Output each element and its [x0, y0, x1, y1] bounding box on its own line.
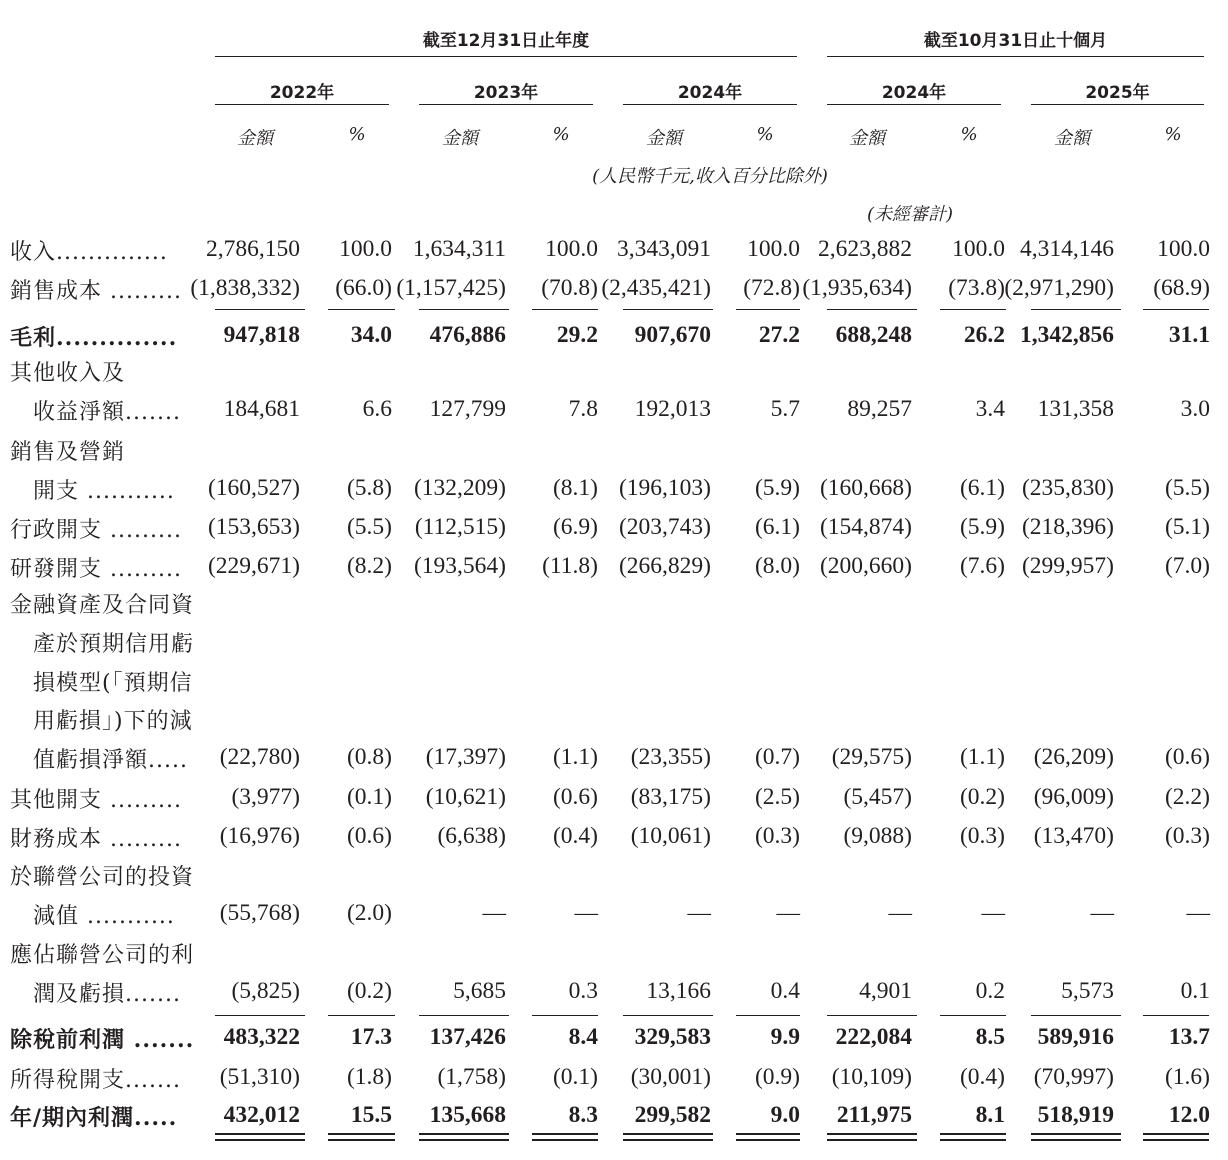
percent-cell: (5.5) — [1164, 474, 1210, 501]
total-double-rule — [940, 1133, 1006, 1135]
amount-col-label: 金額 — [442, 128, 478, 149]
amount-cell: (30,001) — [630, 1064, 711, 1090]
percent-cell: 8.1 — [975, 1102, 1005, 1128]
row-label: 所得稅開支....... — [10, 1068, 181, 1093]
year-header-2024-ten-months: 2024年 — [881, 83, 947, 103]
subtotal-rule — [827, 1015, 917, 1016]
total-double-rule — [419, 1139, 509, 1141]
subtotal-rule — [1143, 309, 1209, 310]
amount-cell: 131,358 — [1037, 395, 1114, 422]
percent-cell: (0.3) — [754, 823, 800, 849]
percent-cell: 100.0 — [339, 236, 392, 262]
row-label: 於聯營公司的投資 — [10, 865, 195, 890]
amount-cell: (1,838,332) — [190, 275, 300, 301]
percent-cell: 15.5 — [350, 1102, 392, 1128]
amount-col-label: 金額 — [849, 128, 885, 149]
percent-cell: 27.2 — [758, 322, 800, 348]
total-double-rule — [419, 1133, 509, 1135]
percent-cell: 6.6 — [362, 395, 392, 422]
amount-cell: 3,343,091 — [617, 236, 711, 262]
percent-cell: 17.3 — [350, 1024, 392, 1050]
percent-cell: (0.6) — [552, 784, 598, 810]
total-double-rule — [328, 1133, 395, 1135]
percent-cell: (1.1) — [959, 744, 1005, 771]
percent-cell: (73.8) — [948, 275, 1005, 301]
amount-cell: (96,009) — [1033, 784, 1114, 810]
row-label: 銷售成本 ......... — [10, 279, 182, 304]
amount-cell: (2,435,421) — [601, 275, 711, 301]
amount-cell: (10,621) — [425, 784, 506, 810]
percent-cell: 100.0 — [952, 236, 1005, 262]
percent-cell: (2.5) — [754, 784, 800, 810]
amount-cell: (16,976) — [219, 823, 300, 849]
amount-cell: (3,977) — [231, 784, 300, 810]
percent-cell: 0.3 — [568, 977, 598, 1004]
percent-cell: 8.5 — [975, 1024, 1005, 1050]
row-label: 毛利.............. — [10, 325, 178, 351]
amount-cell: 518,919 — [1037, 1102, 1114, 1128]
percent-cell: (0.1) — [552, 1064, 598, 1090]
amount-cell: (266,829) — [618, 553, 711, 579]
row-label: 除稅前利潤 ....... — [10, 1027, 195, 1053]
percent-cell: (0.6) — [346, 823, 392, 849]
percent-cell: (6.9) — [552, 514, 598, 540]
pct-col-label: % — [960, 124, 978, 145]
amount-cell: (55,768) — [219, 899, 300, 926]
percent-cell: 0.1 — [1180, 977, 1210, 1004]
amount-cell: 5,573 — [1061, 977, 1114, 1004]
amount-cell: 907,670 — [634, 322, 711, 348]
pct-col-label: % — [552, 124, 570, 145]
subtotal-rule — [328, 309, 395, 310]
year-header-rule — [215, 104, 389, 105]
percent-cell: (0.2) — [346, 977, 392, 1004]
total-double-rule — [1031, 1139, 1121, 1141]
percent-cell: (66.0) — [335, 275, 392, 301]
subtotal-rule — [419, 1015, 509, 1016]
percent-cell: 9.0 — [770, 1102, 800, 1128]
amount-cell: (112,515) — [414, 514, 506, 540]
amount-cell: 2,786,150 — [206, 236, 300, 262]
subtotal-rule — [623, 309, 713, 310]
percent-cell: (5.8) — [346, 474, 392, 501]
percent-cell: 29.2 — [556, 322, 598, 348]
percent-cell: — — [574, 899, 598, 926]
row-label: 應佔聯營公司的利 — [10, 943, 195, 968]
amount-cell: (5,457) — [843, 784, 912, 810]
total-double-rule — [940, 1139, 1006, 1141]
row-label: 行政開支 ......... — [10, 518, 182, 543]
subtotal-rule — [940, 1015, 1006, 1016]
percent-cell: 0.2 — [975, 977, 1005, 1004]
amount-cell: 432,012 — [223, 1102, 300, 1128]
amount-cell: 1,342,856 — [1020, 322, 1114, 348]
amount-cell: (83,175) — [630, 784, 711, 810]
amount-cell: 184,681 — [223, 395, 300, 422]
subtotal-rule — [532, 1015, 598, 1016]
percent-cell: (68.9) — [1153, 275, 1210, 301]
amount-cell: (203,743) — [618, 514, 711, 540]
amount-cell: (13,470) — [1033, 823, 1114, 849]
group-header-rule — [827, 56, 1204, 57]
amount-cell: (196,103) — [618, 474, 711, 501]
amount-cell: 211,975 — [836, 1102, 912, 1128]
row-label: 收益淨額....... — [10, 399, 181, 425]
row-label: 金融資產及合同資 — [10, 593, 195, 618]
amount-cell: 4,901 — [859, 977, 912, 1004]
total-double-rule — [328, 1139, 395, 1141]
percent-cell: 13.7 — [1168, 1024, 1210, 1050]
group-header-year-ended: 截至12月31日止年度 — [422, 31, 590, 51]
percent-cell: (8.1) — [552, 474, 598, 501]
percent-cell: (7.0) — [1164, 553, 1210, 579]
total-double-rule — [736, 1133, 800, 1135]
year-header-rule — [1031, 104, 1204, 105]
amount-cell: 589,916 — [1037, 1024, 1114, 1050]
amount-cell: 127,799 — [429, 395, 506, 422]
amount-cell: (5,825) — [231, 977, 300, 1004]
amount-cell: 89,257 — [847, 395, 912, 422]
percent-cell: — — [776, 899, 800, 926]
year-header-2023: 2023年 — [473, 83, 539, 103]
amount-cell: 5,685 — [453, 977, 506, 1004]
percent-cell: — — [981, 899, 1005, 926]
percent-cell: 100.0 — [545, 236, 598, 262]
subtotal-rule — [215, 1015, 305, 1016]
amount-cell: 1,634,311 — [412, 236, 506, 262]
percent-cell: 12.0 — [1168, 1102, 1210, 1128]
amount-cell: (26,209) — [1033, 744, 1114, 771]
percent-cell: 3.0 — [1180, 395, 1210, 422]
subtotal-rule — [1031, 1015, 1121, 1016]
amount-cell: (1,157,425) — [396, 275, 506, 301]
total-double-rule — [1031, 1133, 1121, 1135]
percent-cell: 0.4 — [770, 977, 800, 1004]
amount-cell: (10,061) — [630, 823, 711, 849]
subtotal-rule — [532, 309, 598, 310]
year-header-2024: 2024年 — [677, 83, 743, 103]
percent-cell: (2.0) — [346, 899, 392, 926]
total-double-rule — [1143, 1139, 1209, 1141]
subtotal-rule — [940, 309, 1006, 310]
amount-cell: 135,668 — [429, 1102, 506, 1128]
total-double-rule — [623, 1133, 713, 1135]
percent-cell: (0.4) — [959, 1064, 1005, 1090]
percent-cell: 31.1 — [1168, 322, 1210, 348]
row-label: 研發開支 ......... — [10, 557, 182, 582]
subtotal-rule — [623, 1015, 713, 1016]
amount-cell: (2,971,290) — [1004, 275, 1114, 301]
pct-col-label: % — [1164, 124, 1182, 145]
percent-cell: (72.8) — [743, 275, 800, 301]
percent-cell: (0.1) — [346, 784, 392, 810]
amount-cell: — — [888, 899, 912, 926]
percent-cell: 34.0 — [350, 322, 392, 348]
subtotal-rule — [419, 309, 509, 310]
amount-cell: 222,084 — [835, 1024, 912, 1050]
total-double-rule — [736, 1139, 800, 1141]
percent-cell: 100.0 — [747, 236, 800, 262]
row-label: 用虧損」)下的減 — [10, 709, 193, 735]
amount-cell: (51,310) — [219, 1064, 300, 1090]
amount-cell: (10,109) — [831, 1064, 912, 1090]
total-double-rule — [532, 1133, 598, 1135]
amount-cell: (1,758) — [437, 1064, 506, 1090]
amount-cell: (9,088) — [843, 823, 912, 849]
amount-cell: 137,426 — [429, 1024, 506, 1050]
total-double-rule — [827, 1133, 917, 1135]
percent-cell: (5.1) — [1164, 514, 1210, 540]
percent-cell: (7.6) — [959, 553, 1005, 579]
percent-cell: (0.3) — [959, 823, 1005, 849]
row-label: 產於預期信用虧 — [10, 631, 195, 657]
percent-cell: 3.4 — [975, 395, 1005, 422]
percent-cell: (2.2) — [1164, 784, 1210, 810]
amount-cell: 329,583 — [634, 1024, 711, 1050]
pct-col-label: % — [348, 124, 366, 145]
subtotal-rule — [736, 1015, 800, 1016]
row-label: 銷售及營銷 — [10, 440, 126, 465]
percent-cell: (5.9) — [959, 514, 1005, 540]
total-double-rule — [215, 1133, 305, 1135]
row-label: 財務成本 ......... — [10, 827, 182, 852]
percent-cell: (6.1) — [754, 514, 800, 540]
percent-cell: 8.3 — [568, 1102, 598, 1128]
percent-cell: (1.8) — [346, 1064, 392, 1090]
percent-cell: (0.8) — [346, 744, 392, 771]
amount-cell: (299,957) — [1021, 553, 1114, 579]
year-header-2025: 2025年 — [1085, 83, 1150, 103]
percent-cell: — — [1186, 899, 1210, 926]
subtotal-rule — [215, 309, 305, 310]
percent-cell: (5.9) — [754, 474, 800, 501]
row-label: 損模型(「預期信 — [10, 670, 193, 696]
amount-col-label: 金額 — [237, 128, 273, 149]
percent-cell: (5.5) — [346, 514, 392, 540]
amount-cell: (132,209) — [413, 474, 506, 501]
amount-cell: (17,397) — [425, 744, 506, 771]
total-double-rule — [827, 1139, 917, 1141]
total-double-rule — [623, 1139, 713, 1141]
unit-note: (人民幣千元,收入百分比除外) — [592, 166, 828, 187]
percent-cell: 8.4 — [568, 1024, 598, 1050]
percent-cell: 100.0 — [1157, 236, 1210, 262]
amount-cell: — — [1090, 899, 1114, 926]
subtotal-rule — [827, 309, 917, 310]
percent-cell: (70.8) — [541, 275, 598, 301]
total-double-rule — [532, 1139, 598, 1141]
percent-cell: (6.1) — [959, 474, 1005, 501]
amount-cell: (29,575) — [831, 744, 912, 771]
amount-col-label: 金額 — [1054, 128, 1090, 149]
percent-cell: 26.2 — [963, 322, 1005, 348]
percent-cell: (1.1) — [552, 744, 598, 771]
row-label: 收入.............. — [10, 240, 168, 265]
percent-cell: (0.4) — [552, 823, 598, 849]
amount-cell: (154,874) — [819, 514, 912, 540]
percent-cell: 9.9 — [770, 1024, 800, 1050]
group-header-rule — [215, 56, 797, 57]
percent-cell: (8.0) — [754, 553, 800, 579]
percent-cell: (0.7) — [754, 744, 800, 771]
amount-cell: 4,314,146 — [1020, 236, 1114, 262]
amount-cell: (229,671) — [207, 553, 300, 579]
amount-cell: (200,660) — [819, 553, 912, 579]
amount-cell: (218,396) — [1021, 514, 1114, 540]
row-label: 其他收入及 — [10, 361, 126, 386]
amount-cell: 483,322 — [223, 1024, 300, 1050]
percent-cell: (1.6) — [1164, 1064, 1210, 1090]
amount-col-label: 金額 — [646, 128, 682, 149]
percent-cell: (11.8) — [542, 553, 598, 579]
row-label: 開支 ........... — [10, 478, 175, 504]
percent-cell: 5.7 — [770, 395, 800, 422]
amount-cell: 299,582 — [634, 1102, 711, 1128]
amount-cell: (22,780) — [219, 744, 300, 771]
percent-cell: (8.2) — [346, 553, 392, 579]
year-header-rule — [827, 104, 1001, 105]
percent-cell: 7.8 — [568, 395, 598, 422]
amount-cell: (70,997) — [1033, 1064, 1114, 1090]
group-header-ten-months: 截至10月31日止十個月 — [923, 31, 1108, 51]
amount-cell: (6,638) — [437, 823, 506, 849]
row-label: 其他開支 ......... — [10, 788, 182, 813]
amount-cell: 13,166 — [646, 977, 711, 1004]
total-double-rule — [215, 1139, 305, 1141]
row-label: 值虧損淨額..... — [10, 748, 188, 774]
subtotal-rule — [1143, 1015, 1209, 1016]
amount-cell: 192,013 — [634, 395, 711, 422]
amount-cell: (1,935,634) — [802, 275, 912, 301]
amount-cell: 947,818 — [223, 322, 300, 348]
row-label: 減值 ........... — [10, 903, 175, 929]
percent-cell: (0.6) — [1164, 744, 1210, 771]
amount-cell: 2,623,882 — [818, 236, 912, 262]
row-label: 潤及虧損....... — [10, 981, 181, 1007]
subtotal-rule — [1031, 309, 1121, 310]
amount-cell: (193,564) — [413, 553, 506, 579]
amount-cell: 688,248 — [835, 322, 912, 348]
amount-cell: — — [687, 899, 711, 926]
amount-cell: (160,527) — [207, 474, 300, 501]
subtotal-rule — [736, 309, 800, 310]
subtotal-rule — [328, 1015, 395, 1016]
pct-col-label: % — [756, 124, 774, 145]
amount-cell: (23,355) — [630, 744, 711, 771]
unaudited-note: (未經審計) — [866, 204, 954, 225]
year-header-2022: 2022年 — [269, 83, 335, 103]
amount-cell: (235,830) — [1021, 474, 1114, 501]
amount-cell: (153,653) — [207, 514, 300, 540]
row-label: 年/期內利潤..... — [10, 1105, 178, 1131]
total-double-rule — [1143, 1133, 1209, 1135]
year-header-rule — [623, 104, 797, 105]
percent-cell: (0.3) — [1164, 823, 1210, 849]
year-header-rule — [419, 104, 593, 105]
percent-cell: (0.9) — [754, 1064, 800, 1090]
amount-cell: — — [482, 899, 506, 926]
amount-cell: (160,668) — [819, 474, 912, 501]
percent-cell: (0.2) — [959, 784, 1005, 810]
amount-cell: 476,886 — [429, 322, 506, 348]
